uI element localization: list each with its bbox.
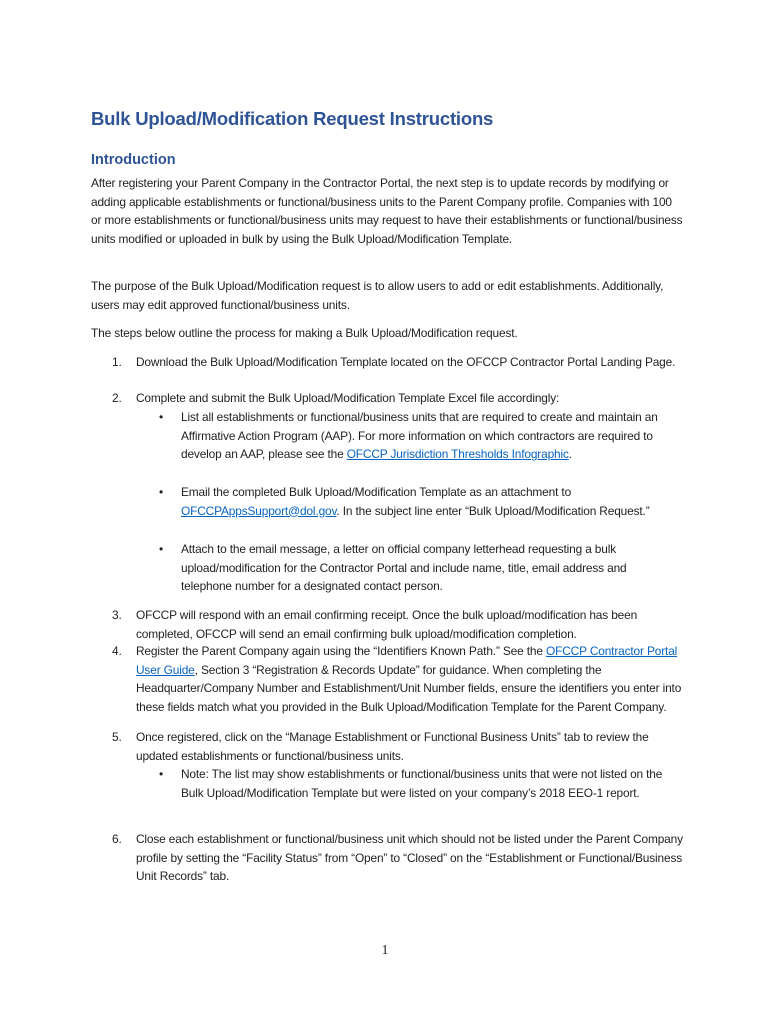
step-text-part: , Section 3 “Registration & Records Update” for guidance. When completing the Headquarter/Company Number and Establishment/Unit Number fields, ensure the identifiers you enter into these fields match what you provided in the Bulk Upload/Modification Template for the Parent Company. xyxy=(136,662,682,714)
step-text: Close each establishment or functional/business unit which should not be listed under the Parent Company profile by setting the “Facility Status” from “Open” to “Closed” on the “Establishment or Functional/Business Unit Records” tab. xyxy=(136,832,683,884)
bullet-icon: • xyxy=(159,767,164,781)
step-text: Once registered, click on the “Manage Establishment or Functional Business Units” tab to review the updated establishments or functional/business units. xyxy=(136,730,649,763)
step-text-part: Register the Parent Company again using the “Identifiers Known Path.” See the xyxy=(136,644,547,658)
step-number: 3. xyxy=(112,608,122,622)
bullet-text: Note: The list may show establishments or functional/business units that were not listed on the Bulk Upload/Modification Template but were listed on your company’s 2018 EEO-1 report. xyxy=(181,767,663,800)
bullet-text-part: Email the completed Bulk Upload/Modification Template as an attachment to xyxy=(181,485,572,499)
intro-paragraph: After registering your Parent Company in the Contractor Portal, the next step is to update records by modifying or adding applicable establishments or functional/business units to the Parent Company profile. Companies with 100 or more establishments or functional/business units may request to have their establishments or functional/business units modified or uploaded in bulk by using the Bulk Upload/Modification Template. xyxy=(91,176,683,246)
page-number: 1 xyxy=(381,943,389,958)
step-number: 2. xyxy=(112,391,122,405)
bullet-icon: • xyxy=(159,485,164,499)
purpose-paragraph: The purpose of the Bulk Upload/Modification request is to allow users to add or edit establishments. Additionally, users may edit approved functional/business units. xyxy=(91,279,664,312)
step-number: 6. xyxy=(112,832,122,846)
step-text: Complete and submit the Bulk Upload/Modification Template Excel file accordingly: xyxy=(136,391,560,405)
bullet-text: Attach to the email message, a letter on official company letterhead requesting a bulk upload/modification for the Contractor Portal and include name, title, email address and telephone number for a designated contact person. xyxy=(181,542,627,594)
step-number: 4. xyxy=(112,644,122,658)
bullet-text-part: List all establishments or functional/business units that are required to create and maintain an Affirmative Action Program (AAP). For more information on which contractors are required to develop an AAP, please see the xyxy=(181,410,658,462)
bullet-text xyxy=(181,408,673,464)
step-text xyxy=(136,642,686,716)
section-heading-introduction: Introduction xyxy=(91,152,176,168)
bullet-text-part: . xyxy=(568,447,572,462)
bullet-icon: • xyxy=(159,410,164,424)
document-title: Bulk Upload/Modification Request Instructions xyxy=(91,108,494,129)
support-email-link[interactable]: OFCCPAppsSupport@dol.gov xyxy=(181,503,337,518)
ofccp-jurisdiction-infographic-link[interactable]: OFCCP Jurisdiction Thresholds Infographic xyxy=(346,447,569,462)
bullet-text xyxy=(181,483,673,520)
step-text: Download the Bulk Upload/Modification Template located on the OFCCP Contractor Portal Landing Page. xyxy=(136,355,676,369)
steps-intro-paragraph: The steps below outline the process for making a Bulk Upload/Modification request. xyxy=(91,326,518,340)
step-number: 1. xyxy=(112,355,122,369)
bullet-text-part: . In the subject line enter “Bulk Upload/Modification Request.” xyxy=(336,503,650,518)
user-guide-link[interactable]: OFCCP Contractor Portal User Guide xyxy=(136,644,678,677)
step-number: 5. xyxy=(112,730,122,744)
bullet-icon: • xyxy=(159,542,164,556)
step-text: OFCCP will respond with an email confirming receipt. Once the bulk upload/modification has been completed, OFCCP will send an email confirming bulk upload/modification completion. xyxy=(136,608,638,641)
